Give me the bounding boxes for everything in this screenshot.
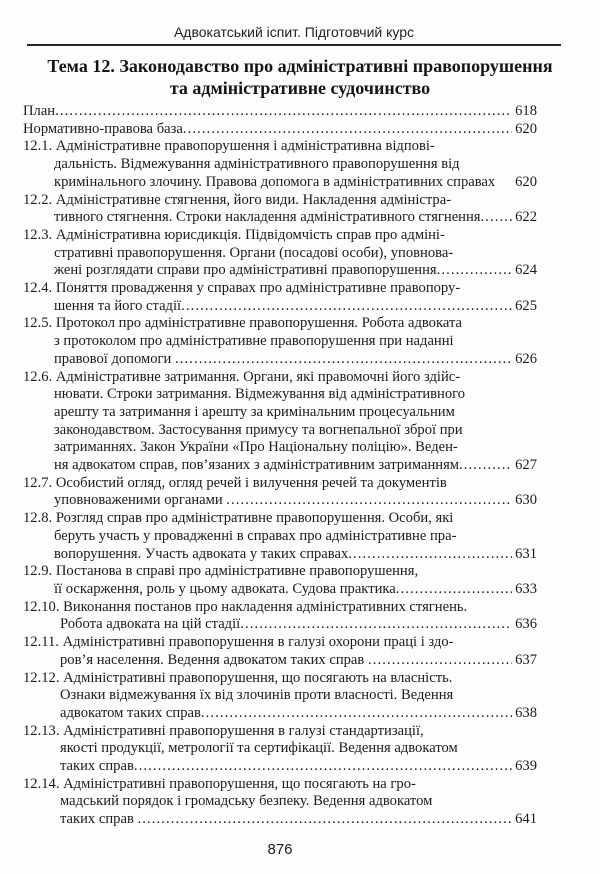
dot-leader bbox=[396, 581, 512, 599]
toc-entry bbox=[23, 138, 537, 191]
toc-entry-text: правової допомоги bbox=[54, 350, 175, 367]
toc-entry-text: кримінального злочину. Правова допомога в адміністративних справах bbox=[54, 173, 496, 190]
toc-page-number: 622 bbox=[515, 209, 537, 226]
toc-entry-text: Робота адвоката на цій стадії bbox=[60, 616, 241, 633]
toc-page-number: 639 bbox=[515, 758, 537, 775]
toc-entry-text: 12.1. Адміністративне правопорушення і адміністративна відпові- bbox=[23, 138, 435, 155]
toc-entry-text: 12.9. Постанова в справі про адміністративне правопорушення, bbox=[23, 563, 419, 580]
toc-entry-text: 12.4. Поняття провадження у справах про адміністративне правопору- bbox=[23, 280, 461, 297]
header-rule bbox=[27, 44, 561, 46]
toc-entry-text: нювати. Строки затримання. Відмежування від адміністративного bbox=[54, 386, 466, 403]
dot-leader bbox=[175, 351, 512, 369]
toc-entry-text: шення та його стадії bbox=[54, 297, 182, 314]
toc-entry-text: 12.6. Адміністративне затримання. Органи, які правомочні його здійс- bbox=[23, 368, 461, 385]
toc-entry-text: План bbox=[23, 103, 56, 119]
toc-page-number: 636 bbox=[515, 616, 537, 633]
toc-entry-text: Ознаки відмежування їх від злочинів проти власності. Ведення bbox=[60, 687, 454, 704]
toc-page-number: 637 bbox=[515, 651, 537, 668]
toc-entry-text: 12.8. Розгляд справ про адміністративне правопорушення. Особи, які bbox=[23, 510, 454, 527]
toc-entry-text: 12.13. Адміністративні правопорушення в галузі стандартизації, bbox=[23, 722, 424, 739]
toc-entry-text: 12.5. Протокол про адміністративне правопорушення. Робота адвоката bbox=[23, 315, 462, 332]
toc-page-number: 641 bbox=[515, 811, 537, 828]
toc-page-number: 618 bbox=[515, 103, 537, 119]
toc-entry bbox=[23, 723, 537, 776]
toc-entry-text: беруть участь у провадженні в справах про адміністративне пра- bbox=[54, 527, 457, 544]
toc-page-number: 624 bbox=[515, 262, 537, 279]
dot-leader bbox=[137, 811, 512, 829]
toc-page-number: 625 bbox=[515, 297, 537, 314]
toc-page-number: 626 bbox=[515, 350, 537, 367]
toc-entry-text: жені розглядати справи про адміністративні правопорушення bbox=[54, 262, 437, 279]
toc-entry-text: вопорушення. Участь адвоката у таких справах bbox=[54, 545, 349, 562]
dot-leader bbox=[183, 121, 512, 139]
toc-entry bbox=[23, 475, 537, 510]
dot-leader bbox=[134, 758, 512, 776]
toc-entry-text: з протоколом про адміністративне правопорушення при наданні bbox=[54, 333, 454, 350]
toc-entry-text: адвокатом таких справ bbox=[60, 704, 201, 721]
toc-entry-text: 12.10. Виконання постанов про накладення адміністративних стягнень. bbox=[23, 598, 468, 615]
chapter-title-line2: та адміністративне судочинство bbox=[169, 78, 431, 98]
toc-page-number: 631 bbox=[515, 545, 537, 562]
dot-leader bbox=[481, 209, 513, 227]
toc-entry-text: її оскарження, роль у цьому адвоката. Судова практика bbox=[54, 580, 396, 597]
toc-entry-text: тивного стягнення. Строки накладення адміністративного стягнення bbox=[54, 209, 481, 226]
dot-leader bbox=[368, 652, 512, 670]
toc-entry bbox=[23, 369, 537, 475]
toc-entry-text: дальність. Відмежування адміністративного правопорушення від bbox=[54, 156, 460, 173]
page-number: 876 bbox=[267, 841, 293, 858]
toc-entry bbox=[23, 510, 537, 563]
toc-page-number: 638 bbox=[515, 704, 537, 721]
toc-entry-text: 12.2. Адміністративне стягнення, його види. Накладення адміністра- bbox=[23, 191, 452, 208]
toc-entry bbox=[23, 227, 537, 280]
dot-leader bbox=[437, 262, 513, 280]
toc-entry-text: 12.14. Адміністративні правопорушення, що посягають на гро- bbox=[23, 775, 416, 792]
toc-entry-text: таких справ bbox=[60, 758, 134, 775]
toc-entry bbox=[23, 192, 537, 227]
toc-entry-text: таких справ bbox=[60, 811, 138, 828]
toc-entry-text: 12.11. Адміністративні правопорушення в галузі охорони праці і здо- bbox=[23, 634, 454, 651]
toc-entry-text: Нормативно-правова база bbox=[23, 120, 183, 137]
chapter-title-line1: Тема 12. Законодавство про адміністративні правопорушення bbox=[47, 56, 553, 76]
dot-leader bbox=[226, 492, 512, 510]
dot-leader bbox=[55, 103, 512, 121]
dot-leader bbox=[201, 705, 512, 723]
toc-entry bbox=[23, 670, 537, 723]
toc-entry bbox=[23, 315, 537, 368]
running-header: Адвокатський іспит. Підготовчий курс bbox=[173, 24, 415, 40]
toc-page-number: 620 bbox=[515, 120, 537, 137]
toc-entry-text: законодавством. Застосування примусу та вогнепальної зброї при bbox=[54, 421, 463, 438]
toc-entry-text: ров’я населення. Ведення адвокатом таких справ bbox=[60, 651, 368, 668]
toc-entry-text: ня адвокатом справ, пов’язаних з адміністративним затриманням bbox=[54, 457, 460, 474]
toc-entry-text: 12.12. Адміністративні правопорушення, що посягають на власність. bbox=[23, 669, 453, 686]
toc-page-number: 627 bbox=[515, 457, 537, 474]
toc-entry-text: 12.7. Особистий огляд, огляд речей і вилучення речей та документів bbox=[23, 474, 447, 491]
toc-entry bbox=[23, 599, 537, 634]
dot-leader bbox=[181, 298, 512, 316]
toc-entry-text: арешту та затримання і арешту за кримінальним процесуальним bbox=[54, 403, 455, 420]
toc bbox=[23, 103, 537, 829]
toc-entry-text: уповноваженими органами bbox=[54, 492, 227, 509]
toc-entry-text: мадський порядок і громадську безпеку. Ведення адвокатом bbox=[60, 793, 433, 810]
toc-entry bbox=[23, 563, 537, 598]
dot-leader bbox=[459, 457, 512, 475]
toc-entry bbox=[23, 121, 537, 139]
dot-leader bbox=[240, 616, 512, 634]
toc-entry-text: стративні правопорушення. Органи (посадові особи), уповнова- bbox=[54, 244, 454, 261]
toc-entry bbox=[23, 776, 537, 829]
toc-page-number: 633 bbox=[515, 580, 537, 597]
toc-entry bbox=[23, 280, 537, 315]
toc-entry-text: 12.3. Адміністративна юрисдикція. Підвідомчість справ про адміні- bbox=[23, 226, 445, 243]
toc-entry bbox=[23, 634, 537, 669]
toc-entry bbox=[23, 103, 537, 121]
dot-leader bbox=[348, 546, 512, 564]
toc-entry-text: якості продукції, метрології та сертифікації. Ведення адвокатом bbox=[60, 740, 458, 757]
toc-entry-text: затриманнях. Закон України «Про Національну поліцію». Веден- bbox=[54, 439, 458, 456]
toc-page-number: 620 bbox=[515, 173, 537, 190]
chapter-title bbox=[30, 55, 570, 99]
toc-page-number: 630 bbox=[515, 492, 537, 509]
